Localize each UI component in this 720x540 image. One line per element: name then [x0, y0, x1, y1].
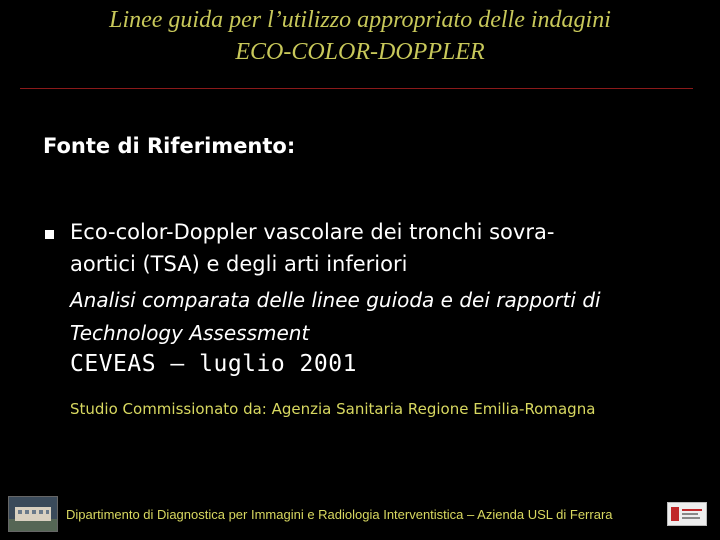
bullet-line-1: Eco-color-Doppler vascolare dei tronchi sovra-	[70, 220, 555, 244]
square-bullet-icon	[45, 230, 54, 239]
analysis-line-2: Technology Assessment	[70, 321, 310, 345]
commission-note: Studio Commissionato da: Agenzia Sanitaria Regione Emilia-Romagna	[70, 400, 596, 418]
title-line-2: ECO-COLOR-DOPPLER	[235, 39, 485, 65]
title-divider	[20, 88, 693, 89]
source-date: CEVEAS – luglio 2001	[70, 351, 357, 377]
title-line-1: Linee guida per l’utilizzo appropriato delle indagini	[109, 7, 611, 33]
azienda-usl-logo	[667, 502, 707, 526]
usl-mark-icon	[668, 503, 706, 525]
analysis-line-1: Analisi comparata delle linee guioda e dei rapporti di	[70, 288, 601, 312]
analysis-subtitle	[70, 284, 601, 350]
slide-title	[0, 4, 720, 68]
bullet-item	[70, 216, 670, 280]
bullet-line-2: aortici (TSA) e degli arti inferiori	[70, 252, 408, 276]
hospital-building-icon	[9, 497, 57, 531]
footer-department: Dipartimento di Diagnostica per Immagini e Radiologia Interventistica – Azienda USL di Ferrara	[66, 507, 613, 522]
hospital-building-logo	[8, 496, 58, 532]
section-heading: Fonte di Riferimento:	[43, 134, 296, 158]
